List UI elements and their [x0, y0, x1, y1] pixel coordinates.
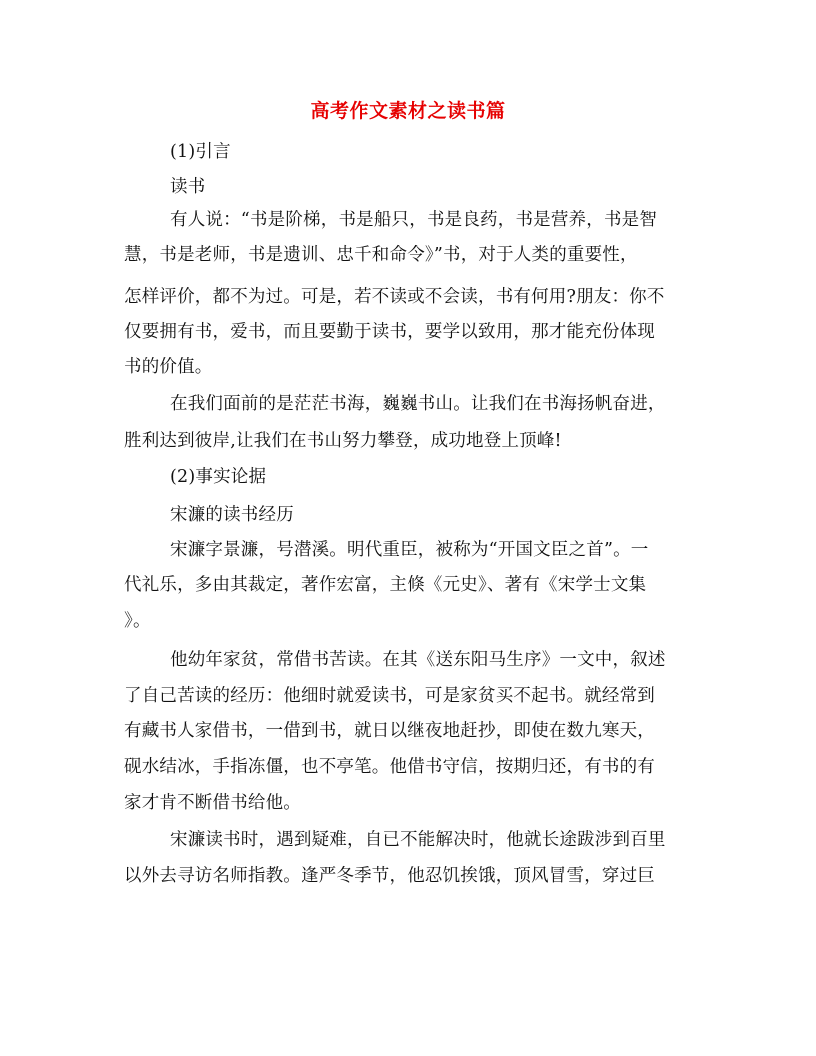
paragraph-line: 胜利达到彼岸,让我们在书山努力攀登，成功地登上顶峰!	[124, 431, 562, 451]
paragraph-line: 仅要拥有书，爱书，而且要勤于读书，要学以致用，那才能充份体现	[124, 322, 655, 342]
paragraph-line: 代礼乐，多由其裁定，著作宏富，主倏《元史》、著有《宋学士文集	[124, 575, 647, 595]
paragraph-line: 砚水结冰，手指冻僵，也不亭笔。他借书守信，按期归还，有书的有	[124, 757, 655, 777]
paragraph-line: 宋濂字景濂，号潜溪。明代重臣，被称为“开国文臣之首”。一	[170, 540, 649, 560]
paragraph-line: 家才肯不断借书给他。	[124, 793, 301, 813]
paragraph-line: 以外去寻访名师指教。逢严冬季节，他忍饥挨饿，顶风冒雪，穿过巨	[124, 866, 655, 886]
paragraph-line: 》。	[124, 611, 151, 631]
paragraph-line: 读书	[170, 177, 206, 197]
paragraph-line: (1)引言	[170, 142, 231, 162]
paragraph-line: (2)事实论据	[170, 467, 267, 487]
paragraph-line: 他幼年家贫，常借书苦读。在其《送东阳马生序》一文中，叙述	[170, 650, 666, 670]
paragraph-line: 有人说：“书是阶梯，书是船只，书是良药，书是营养，书是智	[170, 210, 658, 230]
paragraph-line: 书的价值。	[124, 357, 213, 377]
paragraph-line: 在我们面前的是茫茫书海，巍巍书山。让我们在书海扬帆奋进，	[170, 394, 666, 414]
paragraph-line: 有藏书人家借书，一借到书，就日以继夜地赶抄，即使在数九寒天，	[124, 721, 655, 741]
paragraph-line: 宋濂读书时，遇到疑难，自已不能解决时，他就长途跋涉到百里	[170, 830, 666, 850]
paragraph-line: 了自己苦读的经历：他细时就爱读书，可是家贫买不起书。就经常到	[124, 686, 655, 706]
paragraph-line: 宋濂的读书经历	[170, 505, 294, 525]
page-title: 高考作文素材之读书篇	[310, 100, 506, 122]
paragraph-line: 慧，书是老师，书是遗训、忠千和命令》”书，对于人类的重要性，	[124, 245, 638, 265]
paragraph-line: 怎样评价，都不为过。可是，若不读或不会读，书有何用?朋友：你不	[124, 287, 665, 307]
